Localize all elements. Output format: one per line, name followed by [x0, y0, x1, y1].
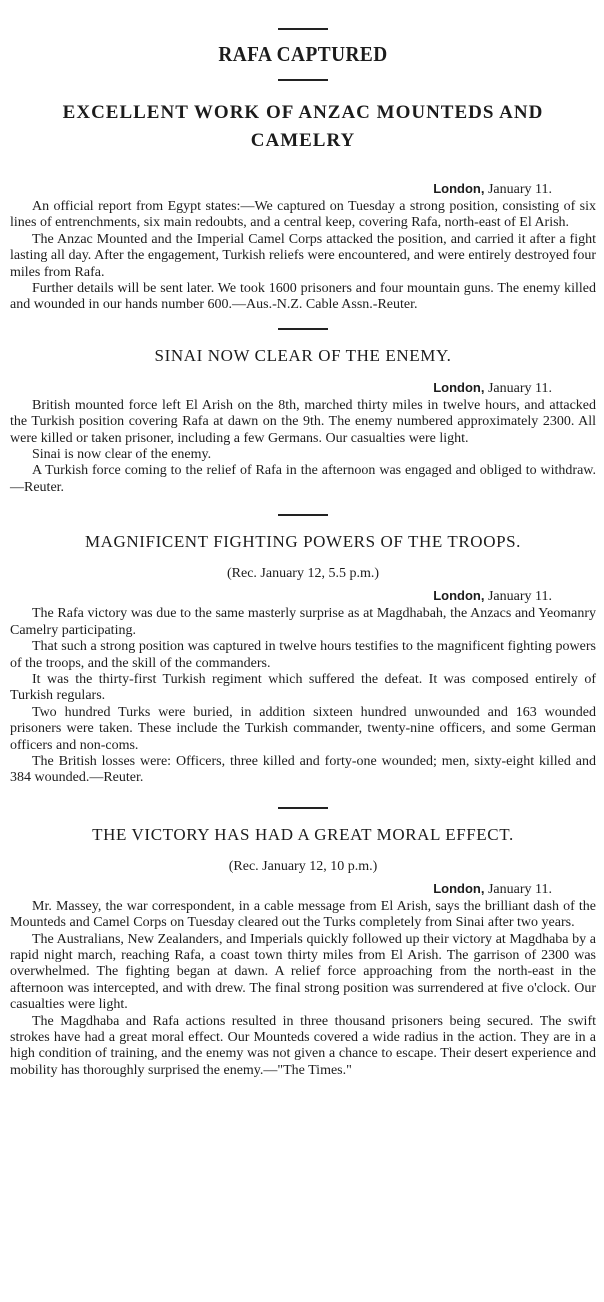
- dateline-date: January 11.: [487, 589, 552, 605]
- section-heading: SINAI NOW CLEAR OF THE ENEMY.: [154, 345, 452, 365]
- received-note: (Rec. January 12, 10 p.m.): [228, 858, 378, 874]
- paragraph: Further details will be sent later. We took 1600 prisoners and four mountain guns. The enemy killed and wounded in our hands number 600.—Aus.-N.Z. Cable Assn.-Reuter.: [10, 281, 596, 313]
- paragraph: The Australians, New Zealanders, and Imperials quickly followed up their victory at Magdhaba by a rapid night march, reaching Rafa, a coast town thirty miles from El Arish. The garrison of 2300 was overwhelmed. The fighting began at dawn. A relief force approaching from the north-east in the afternoon was intercepted, and with drew. The final strong position was surrendered at five o'clock. Our casualties were light.: [10, 931, 596, 1013]
- section-heading: MAGNIFICENT FIGHTING POWERS OF THE TROOPS.: [84, 532, 522, 552]
- dateline-city: London,: [433, 379, 485, 395]
- title-rule: [278, 79, 328, 81]
- article-subtitle: EXCELLENT WORK OF ANZAC MOUNTEDS AND CAMELRY: [62, 102, 544, 151]
- section-rule: [278, 514, 328, 516]
- dateline: [10, 181, 596, 198]
- received-note: (Rec. January 12, 5.5 p.m.): [226, 566, 380, 582]
- paragraph: Mr. Massey, the war correspondent, in a cable message from El Arish, says the brilliant dash of the Mounteds and Camel Corps on Tuesday cleared out the Turks completely from Sinai after two years.: [10, 898, 596, 931]
- newspaper-page: [0, 28, 604, 1302]
- paragraph: The Rafa victory was due to the same masterly surprise as at Magdhabah, the Anzacs and Yeomanry Camelry participating.: [10, 606, 596, 638]
- dateline: [10, 588, 596, 605]
- paragraph: A Turkish force coming to the relief of Rafa in the afternoon was engaged and obliged to withdraw.—Reuter.: [10, 463, 596, 495]
- dateline-city: London,: [433, 880, 485, 896]
- dateline-city: London,: [433, 181, 485, 196]
- section-4: [10, 825, 596, 1079]
- section-heading: THE VICTORY HAS HAD A GREAT MORAL EFFECT.: [92, 824, 514, 844]
- section-1: [10, 181, 596, 314]
- section-rule: [278, 328, 328, 330]
- dateline-date: January 11.: [487, 380, 552, 396]
- dateline: [10, 881, 596, 898]
- top-rule: [278, 28, 328, 30]
- paragraph: An official report from Egypt states:—We captured on Tuesday a strong position, consisting of six lines of entrenchments, six main redoubts, and a central keep, covering Rafa, north-east of El Arish.: [10, 199, 596, 231]
- paragraph: It was the thirty-first Turkish regiment which suffered the defeat. It was composed entirely of Turkish regulars.: [10, 671, 596, 704]
- paragraph: That such a strong position was captured in twelve hours testifies to the magnificent fighting powers of the troops, and the skill of the commanders.: [10, 639, 596, 671]
- section-2: [10, 346, 596, 496]
- dateline-date: January 11.: [487, 881, 552, 897]
- article-title: RAFA CAPTURED: [218, 42, 388, 66]
- paragraph: Sinai is now clear of the enemy.: [32, 447, 212, 463]
- section-rule: [278, 807, 328, 809]
- dateline-city: London,: [433, 588, 485, 604]
- paragraph: The Anzac Mounted and the Imperial Camel Corps attacked the position, and carried it after a fight lasting all day. After the engagement, Turkish reliefs were encountered, and were entirely destroyed four miles from Rafa.: [10, 231, 596, 280]
- dateline: [10, 380, 596, 397]
- paragraph: Two hundred Turks were buried, in addition sixteen hundred unwounded and 163 wounded prisoners were taken. These include the Turkish commander, twenty-nine officers, and some German officers and non-coms.: [10, 704, 596, 753]
- paragraph: British mounted force left El Arish on the 8th, marched thirty miles in twelve hours, and attacked the Turkish position covering Rafa at dawn on the 9th. The enemy numbered approximately 2300. All were killed or taken prisoner, including a few Germans. Our casualties were light.: [10, 397, 596, 446]
- paragraph: The British losses were: Officers, three killed and forty-one wounded; men, sixty-eight killed and 384 wounded.—Reuter.: [10, 753, 596, 786]
- paragraph: The Magdhaba and Rafa actions resulted in three thousand prisoners being secured. The swift strokes have had a great moral effect. Our Mounteds covered a wide radius in the action. They are in a high condition of training, and the enemy was not given a chance to escape. Their desert experience and mobility has thoroughly surprised the enemy.—"The Times.": [10, 1013, 596, 1078]
- section-3: [10, 532, 596, 786]
- dateline-date: January 11.: [487, 182, 552, 197]
